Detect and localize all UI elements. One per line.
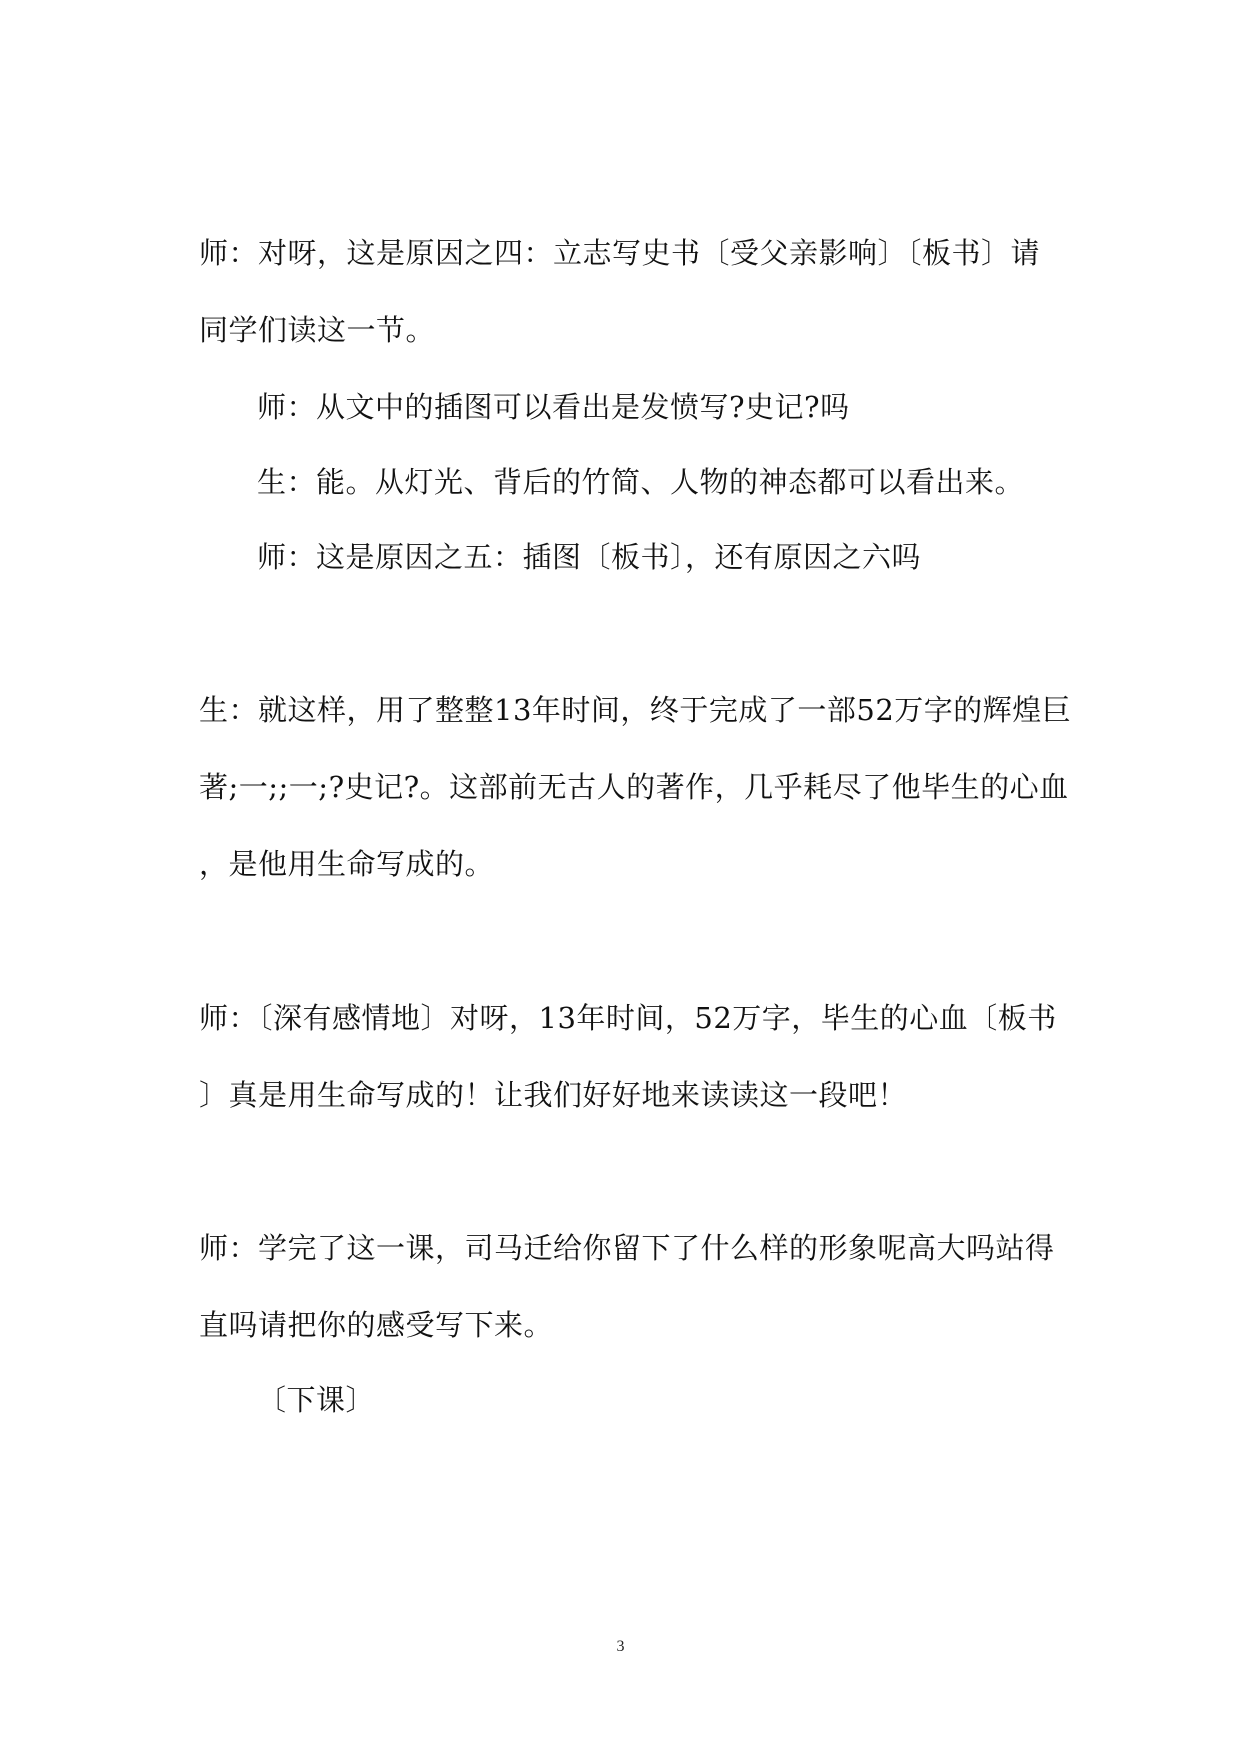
paragraph-line: 直吗请把你的感受写下来。 xyxy=(199,1308,554,1342)
paragraph-line: 师：从文中的插图可以看出是发愤写?史记?吗 xyxy=(257,390,850,424)
paragraph-line: 生：就这样，用了整整13年时间，终于完成了一部52万字的辉煌巨 xyxy=(199,693,1072,727)
paragraph-line: 〕真是用生命写成的！让我们好好地来读读这一段吧！ xyxy=(199,1078,908,1112)
paragraph-line: ，是他用生命写成的。 xyxy=(199,847,495,881)
paragraph-line: 〔下课〕 xyxy=(257,1383,376,1417)
page-number: 3 xyxy=(616,1638,625,1655)
paragraph-line: 师：〔深有感情地〕对呀，13年时间，52万字，毕生的心血〔板书 xyxy=(199,1001,1057,1035)
paragraph-line: 生：能。从灯光、背后的竹简、人物的神态都可以看出来。 xyxy=(257,465,1025,499)
paragraph-line: 师：对呀，这是原因之四：立志写史书〔受父亲影响〕〔板书〕请 xyxy=(199,236,1041,270)
paragraph-line: 著;一;;一;?史记?。这部前无古人的著作，几乎耗尽了他毕生的心血 xyxy=(199,770,1069,804)
paragraph-line: 师：这是原因之五：插图〔板书〕，还有原因之六吗 xyxy=(257,540,922,574)
paragraph-line: 师：学完了这一课，司马迁给你留下了什么样的形象呢高大吗站得 xyxy=(199,1231,1055,1265)
paragraph-line: 同学们读这一节。 xyxy=(199,313,436,347)
